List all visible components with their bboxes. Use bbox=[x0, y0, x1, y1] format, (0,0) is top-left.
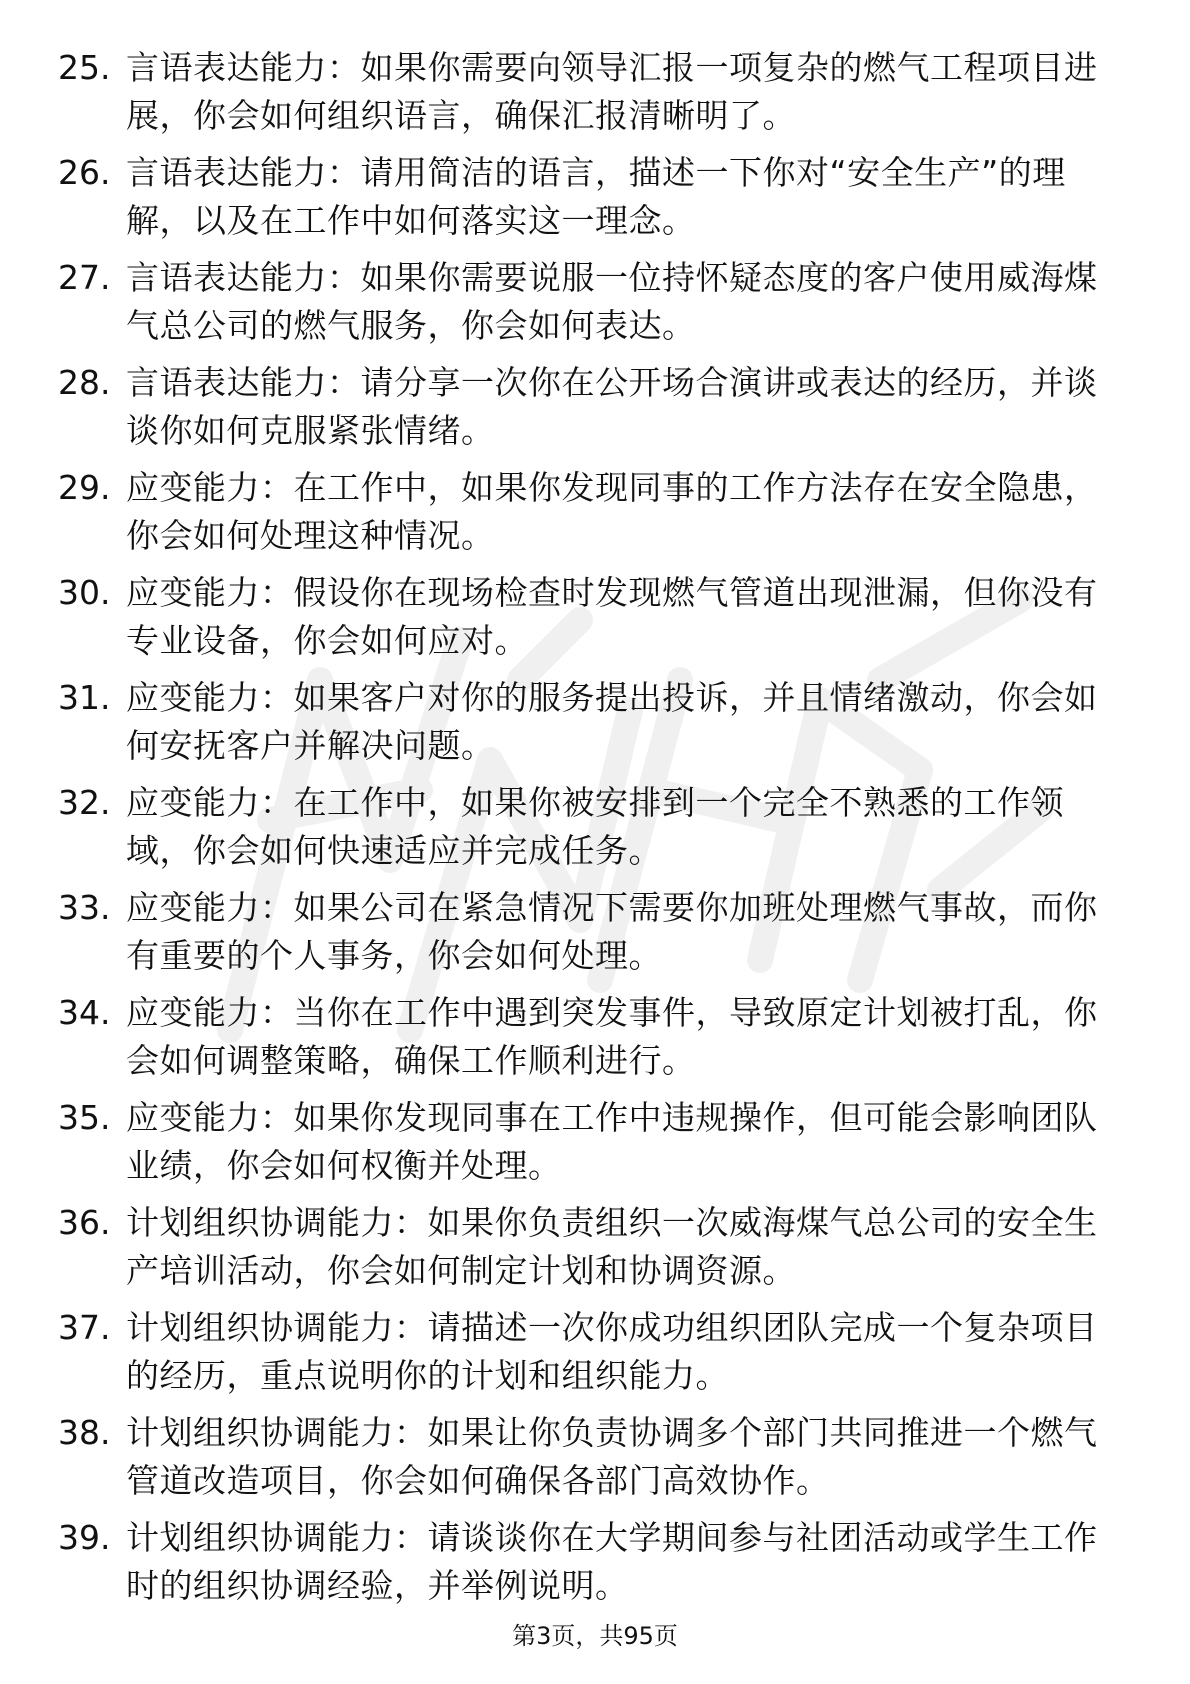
question-text: 应变能力：如果公司在紧急情况下需要你加班处理燃气事故，而你有重要的个人事务，你会如何处理。 bbox=[126, 888, 1098, 975]
question-number: 35. bbox=[58, 1098, 111, 1137]
question-number: 28. bbox=[58, 363, 111, 402]
question-text: 言语表达能力：请用简洁的语言，描述一下你对“安全生产”的理解，以及在工作中如何落实这一理念。 bbox=[126, 153, 1066, 240]
question-text: 言语表达能力：如果你需要向领导汇报一项复杂的燃气工程项目进展，你会如何组织语言，确保汇报清晰明了。 bbox=[126, 48, 1098, 135]
question-item-27 bbox=[58, 254, 1118, 359]
question-text: 言语表达能力：如果你需要说服一位持怀疑态度的客户使用威海煤气总公司的燃气服务，你会如何表达。 bbox=[126, 258, 1098, 345]
question-item-36 bbox=[58, 1199, 1118, 1304]
question-text: 计划组织协调能力：请描述一次你成功组织团队完成一个复杂项目的经历，重点说明你的计划和组织能力。 bbox=[126, 1308, 1098, 1395]
question-item-35 bbox=[58, 1094, 1118, 1199]
question-item-32 bbox=[58, 779, 1118, 884]
question-item-30 bbox=[58, 569, 1118, 674]
question-number: 34. bbox=[58, 993, 111, 1032]
question-number: 32. bbox=[58, 783, 111, 822]
question-text: 言语表达能力：请分享一次你在公开场合演讲或表达的经历，并谈谈你如何克服紧张情绪。 bbox=[126, 363, 1098, 450]
question-text: 应变能力：假设你在现场检查时发现燃气管道出现泄漏，但你没有专业设备，你会如何应对。 bbox=[126, 573, 1098, 660]
question-number: 27. bbox=[58, 258, 111, 297]
question-list bbox=[58, 44, 1118, 1619]
question-number: 39. bbox=[58, 1518, 111, 1557]
question-text: 应变能力：如果你发现同事在工作中违规操作，但可能会影响团队业绩，你会如何权衡并处理。 bbox=[126, 1098, 1098, 1185]
question-item-39 bbox=[58, 1514, 1118, 1619]
question-text: 应变能力：如果客户对你的服务提出投诉，并且情绪激动，你会如何安抚客户并解决问题。 bbox=[126, 678, 1098, 765]
page-number-footer: 第3页，共95页 bbox=[512, 1622, 678, 1650]
question-text: 计划组织协调能力：请谈谈你在大学期间参与社团活动或学生工作时的组织协调经验，并举例说明。 bbox=[126, 1518, 1098, 1605]
question-number: 26. bbox=[58, 153, 111, 192]
question-number: 31. bbox=[58, 678, 111, 717]
question-number: 29. bbox=[58, 468, 111, 507]
question-item-37 bbox=[58, 1304, 1118, 1409]
question-number: 37. bbox=[58, 1308, 111, 1347]
question-item-29 bbox=[58, 464, 1118, 569]
question-number: 38. bbox=[58, 1413, 111, 1452]
question-number: 30. bbox=[58, 573, 111, 612]
question-number: 36. bbox=[58, 1203, 111, 1242]
question-item-28 bbox=[58, 359, 1118, 464]
question-number: 25. bbox=[58, 48, 111, 87]
question-item-26 bbox=[58, 149, 1118, 254]
question-number: 33. bbox=[58, 888, 111, 927]
question-text: 应变能力：当你在工作中遇到突发事件，导致原定计划被打乱，你会如何调整策略，确保工作顺利进行。 bbox=[126, 993, 1098, 1080]
question-text: 应变能力：在工作中，如果你被安排到一个完全不熟悉的工作领域，你会如何快速适应并完成任务。 bbox=[126, 783, 1064, 870]
question-text: 计划组织协调能力：如果你负责组织一次威海煤气总公司的安全生产培训活动，你会如何制定计划和协调资源。 bbox=[126, 1203, 1098, 1290]
question-item-33 bbox=[58, 884, 1118, 989]
question-item-38 bbox=[58, 1409, 1118, 1514]
question-item-25 bbox=[58, 44, 1118, 149]
question-text: 应变能力：在工作中，如果你发现同事的工作方法存在安全隐患，你会如何处理这种情况。 bbox=[126, 468, 1098, 555]
question-text: 计划组织协调能力：如果让你负责协调多个部门共同推进一个燃气管道改造项目，你会如何确保各部门高效协作。 bbox=[126, 1413, 1098, 1500]
question-item-31 bbox=[58, 674, 1118, 779]
question-item-34 bbox=[58, 989, 1118, 1094]
